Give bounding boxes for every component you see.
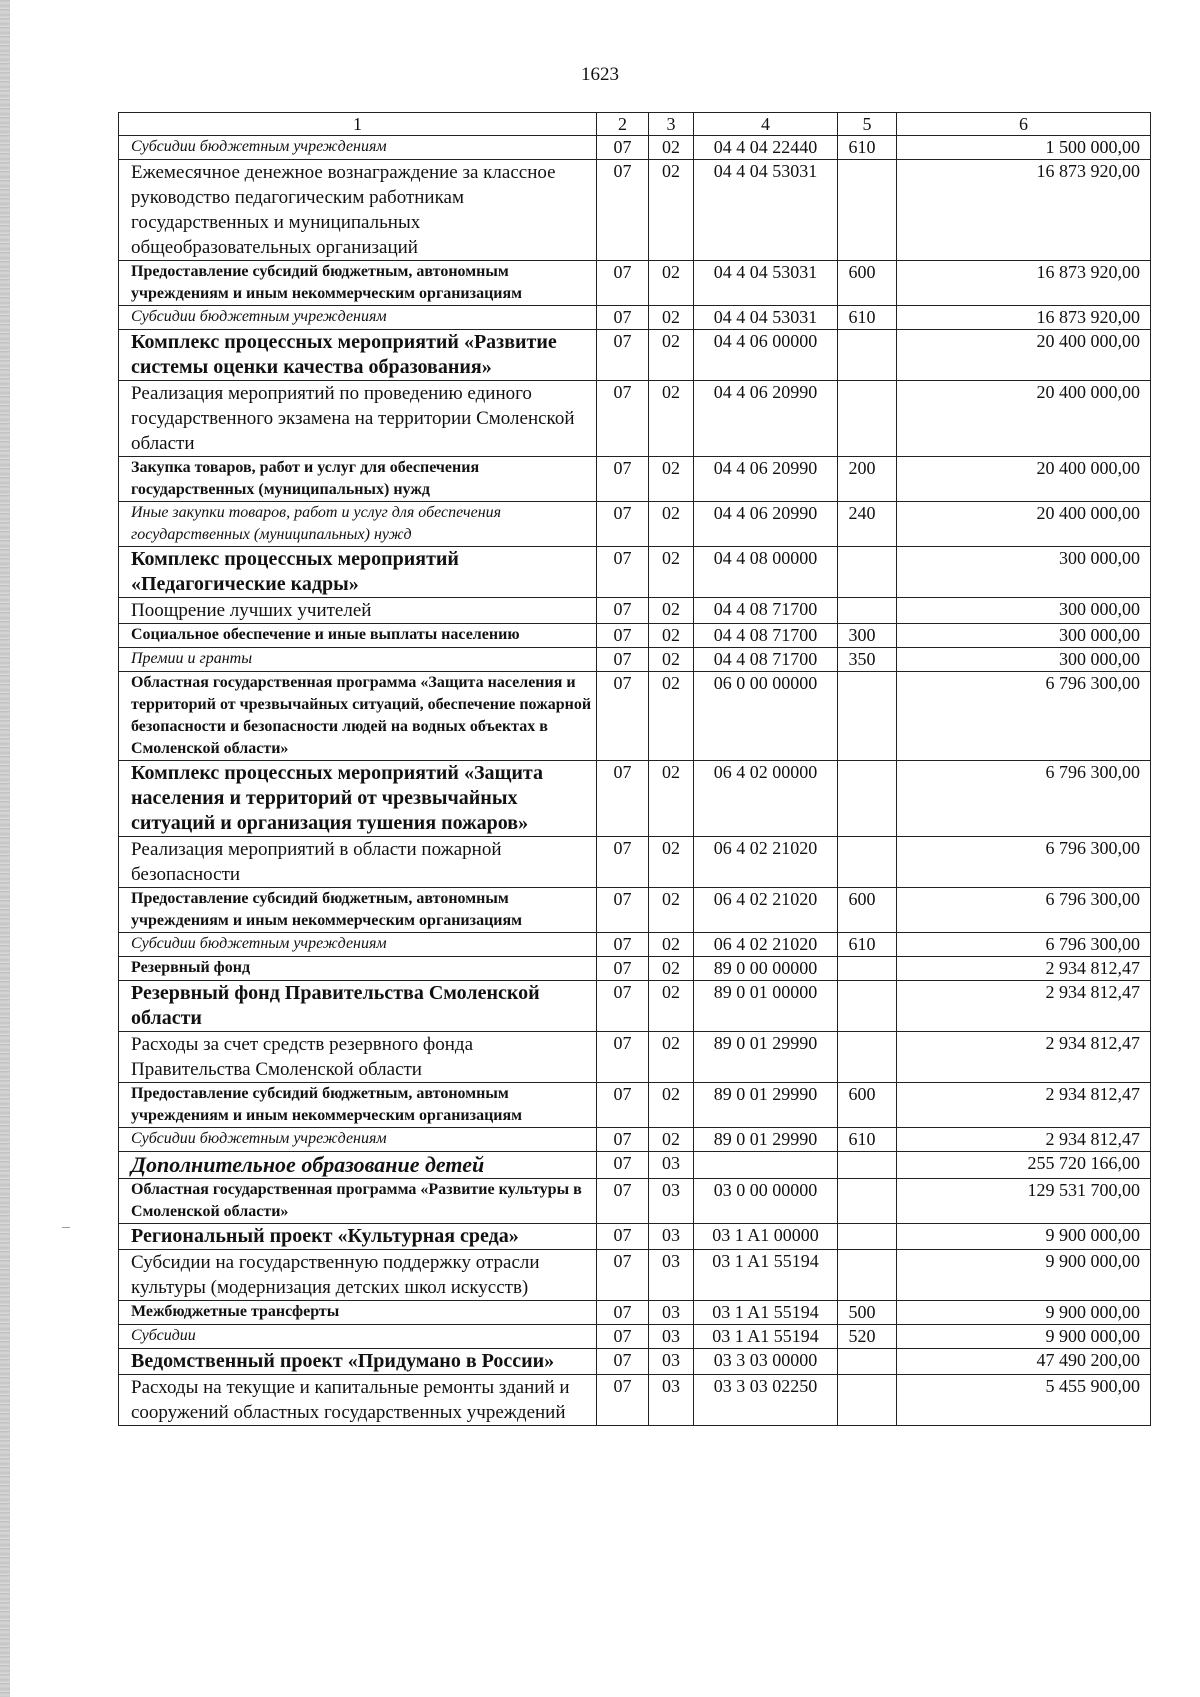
table-row [119,457,1151,502]
row-target-code: 04 4 08 71700 [694,598,838,624]
row-expense-type [838,547,897,598]
row-expense-type: 500 [838,1301,897,1325]
table-row [119,888,1151,933]
table-row [119,1375,1151,1426]
row-expense-type: 350 [838,648,897,672]
row-expense-type [838,1224,897,1250]
row-amount: 300 000,00 [897,624,1151,648]
row-amount: 6 796 300,00 [897,672,1151,761]
row-name: Поощрение лучших учителей [119,598,597,624]
row-subsection: 02 [649,306,694,330]
row-section: 07 [597,1250,649,1301]
row-amount: 300 000,00 [897,598,1151,624]
row-expense-type: 200 [838,457,897,502]
row-section: 07 [597,1152,649,1179]
row-section: 07 [597,457,649,502]
row-amount: 2 934 812,47 [897,1083,1151,1128]
row-subsection: 02 [649,160,694,261]
row-expense-type [838,330,897,381]
row-subsection: 02 [649,261,694,306]
table-row [119,160,1151,261]
row-expense-type: 610 [838,306,897,330]
row-amount: 5 455 900,00 [897,1375,1151,1426]
row-target-code: 89 0 01 29990 [694,1083,838,1128]
row-target-code: 06 4 02 21020 [694,888,838,933]
row-name: Субсидии на государственную поддержку отрасли культуры (модернизация детских школ искусств) [119,1250,597,1301]
row-amount: 16 873 920,00 [897,261,1151,306]
row-name: Иные закупки товаров, работ и услуг для обеспечения государственных (муниципальных) нужд [119,502,597,547]
row-section: 07 [597,381,649,457]
row-name: Закупка товаров, работ и услуг для обеспечения государственных (муниципальных) нужд [119,457,597,502]
row-amount: 9 900 000,00 [897,1224,1151,1250]
row-name: Субсидии бюджетным учреждениям [119,1128,597,1152]
row-amount: 47 490 200,00 [897,1349,1151,1375]
row-subsection: 02 [649,547,694,598]
row-subsection: 03 [649,1152,694,1179]
row-name: Субсидии [119,1325,597,1349]
row-subsection: 02 [649,933,694,957]
row-expense-type [838,1375,897,1426]
row-section: 07 [597,981,649,1032]
table-row [119,672,1151,761]
row-target-code: 06 4 02 21020 [694,933,838,957]
row-section: 07 [597,1179,649,1224]
row-section: 07 [597,1375,649,1426]
table-row [119,1032,1151,1083]
row-section: 07 [597,261,649,306]
row-amount: 6 796 300,00 [897,933,1151,957]
row-expense-type: 610 [838,933,897,957]
header-cell-target: 4 [694,113,838,136]
table-row [119,981,1151,1032]
row-target-code: 04 4 04 53031 [694,261,838,306]
row-target-code: 03 1 A1 00000 [694,1224,838,1250]
row-amount: 1 500 000,00 [897,136,1151,160]
table-row [119,957,1151,981]
row-subsection: 02 [649,1083,694,1128]
row-expense-type [838,672,897,761]
row-section: 07 [597,598,649,624]
table-row [119,598,1151,624]
header-row [119,113,1151,136]
row-subsection: 02 [649,457,694,502]
row-section: 07 [597,837,649,888]
row-section: 07 [597,1083,649,1128]
row-expense-type [838,160,897,261]
row-expense-type: 610 [838,136,897,160]
row-target-code: 04 4 06 20990 [694,457,838,502]
table-row [119,261,1151,306]
row-name: Комплекс процессных мероприятий «Развитие системы оценки качества образования» [119,330,597,381]
row-target-code: 04 4 08 71700 [694,648,838,672]
table-row [119,136,1151,160]
row-expense-type: 600 [838,888,897,933]
row-amount: 9 900 000,00 [897,1325,1151,1349]
row-name: Комплекс процессных мероприятий «Педагогические кадры» [119,547,597,598]
row-expense-type [838,598,897,624]
row-name: Ежемесячное денежное вознаграждение за классное руководство педагогическим работникам государственных и муниципальных общеобразовательных организаций [119,160,597,261]
row-target-code: 03 1 A1 55194 [694,1301,838,1325]
row-expense-type [838,1032,897,1083]
row-expense-type: 300 [838,624,897,648]
row-amount: 300 000,00 [897,547,1151,598]
row-target-code: 06 4 02 21020 [694,837,838,888]
row-subsection: 02 [649,381,694,457]
row-section: 07 [597,761,649,837]
row-subsection: 02 [649,957,694,981]
table-row [119,1083,1151,1128]
row-expense-type [838,1152,897,1179]
row-name: Предоставление субсидий бюджетным, автономным учреждениям и иным некоммерческим организациям [119,261,597,306]
table-row [119,1349,1151,1375]
row-amount: 2 934 812,47 [897,957,1151,981]
row-expense-type [838,1250,897,1301]
row-subsection: 02 [649,1032,694,1083]
table-row [119,761,1151,837]
row-name: Дополнительное образование детей [119,1152,597,1179]
row-target-code: 03 3 03 00000 [694,1349,838,1375]
table-row [119,1325,1151,1349]
row-amount: 2 934 812,47 [897,981,1151,1032]
row-section: 07 [597,1301,649,1325]
row-subsection: 02 [649,1128,694,1152]
row-amount: 16 873 920,00 [897,160,1151,261]
row-target-code: 89 0 01 00000 [694,981,838,1032]
table-row [119,306,1151,330]
row-expense-type [838,981,897,1032]
row-section: 07 [597,672,649,761]
row-name: Областная государственная программа «Защита населения и территорий от чрезвычайных ситуаций, обеспечение пожарной безопасности и безопасности людей на водных объектах в Смоленской области» [119,672,597,761]
row-name: Межбюджетные трансферты [119,1301,597,1325]
table-row [119,1301,1151,1325]
row-expense-type [838,1349,897,1375]
row-name: Предоставление субсидий бюджетным, автономным учреждениям и иным некоммерческим организациям [119,888,597,933]
row-amount: 2 934 812,47 [897,1128,1151,1152]
header-cell-subsection: 3 [649,113,694,136]
row-target-code: 89 0 01 29990 [694,1032,838,1083]
row-name: Реализация мероприятий в области пожарной безопасности [119,837,597,888]
row-section: 07 [597,1128,649,1152]
row-target-code: 04 4 04 53031 [694,306,838,330]
row-expense-type [838,1179,897,1224]
row-target-code: 03 1 A1 55194 [694,1250,838,1301]
row-expense-type: 600 [838,1083,897,1128]
row-target-code: 04 4 06 20990 [694,381,838,457]
row-name: Расходы за счет средств резервного фонда Правительства Смоленской области [119,1032,597,1083]
margin-mark [62,1227,70,1228]
row-name: Региональный проект «Культурная среда» [119,1224,597,1250]
header-cell-name: 1 [119,113,597,136]
row-section: 07 [597,547,649,598]
row-expense-type [838,957,897,981]
row-target-code: 06 0 00 00000 [694,672,838,761]
table-row [119,624,1151,648]
row-amount: 129 531 700,00 [897,1179,1151,1224]
row-subsection: 02 [649,502,694,547]
row-amount: 16 873 920,00 [897,306,1151,330]
row-subsection: 02 [649,648,694,672]
table-row [119,547,1151,598]
row-target-code: 04 4 08 00000 [694,547,838,598]
row-section: 07 [597,306,649,330]
row-name: Предоставление субсидий бюджетным, автономным учреждениям и иным некоммерческим организациям [119,1083,597,1128]
row-name: Реализация мероприятий по проведению единого государственного экзамена на территории Смоленской области [119,381,597,457]
row-section: 07 [597,1325,649,1349]
row-subsection: 03 [649,1250,694,1301]
row-name: Комплекс процессных мероприятий «Защита населения и территорий от чрезвычайных ситуаций и организация тушения пожаров» [119,761,597,837]
row-name: Субсидии бюджетным учреждениям [119,136,597,160]
row-amount: 6 796 300,00 [897,888,1151,933]
row-target-code: 04 4 08 71700 [694,624,838,648]
row-subsection: 03 [649,1301,694,1325]
row-target-code: 06 4 02 00000 [694,761,838,837]
row-subsection: 03 [649,1349,694,1375]
row-section: 07 [597,624,649,648]
header-cell-section: 2 [597,113,649,136]
row-name: Резервный фонд Правительства Смоленской области [119,981,597,1032]
row-target-code: 04 4 04 22440 [694,136,838,160]
row-expense-type: 610 [838,1128,897,1152]
row-name: Социальное обеспечение и иные выплаты населению [119,624,597,648]
table-row [119,330,1151,381]
row-expense-type [838,381,897,457]
row-target-code [694,1152,838,1179]
row-subsection: 02 [649,981,694,1032]
table-row [119,648,1151,672]
row-name: Субсидии бюджетным учреждениям [119,933,597,957]
scan-edge [0,0,10,1697]
row-section: 07 [597,957,649,981]
table-row [119,1128,1151,1152]
row-amount: 20 400 000,00 [897,502,1151,547]
row-subsection: 02 [649,624,694,648]
row-amount: 2 934 812,47 [897,1032,1151,1083]
row-target-code: 03 1 A1 55194 [694,1325,838,1349]
row-amount: 6 796 300,00 [897,837,1151,888]
row-section: 07 [597,1032,649,1083]
row-section: 07 [597,648,649,672]
row-amount: 20 400 000,00 [897,381,1151,457]
row-expense-type [838,837,897,888]
budget-table-body [119,113,1151,1426]
row-subsection: 03 [649,1375,694,1426]
row-name: Субсидии бюджетным учреждениям [119,306,597,330]
table-row [119,1152,1151,1179]
row-section: 07 [597,1349,649,1375]
row-amount: 6 796 300,00 [897,761,1151,837]
row-name: Премии и гранты [119,648,597,672]
row-target-code: 04 4 04 53031 [694,160,838,261]
row-amount: 9 900 000,00 [897,1250,1151,1301]
row-section: 07 [597,888,649,933]
table-row [119,837,1151,888]
row-amount: 300 000,00 [897,648,1151,672]
table-row [119,502,1151,547]
row-subsection: 03 [649,1325,694,1349]
row-subsection: 03 [649,1179,694,1224]
row-subsection: 02 [649,136,694,160]
row-amount: 20 400 000,00 [897,457,1151,502]
row-amount: 9 900 000,00 [897,1301,1151,1325]
page-number: 1623 [581,64,619,85]
table-row [119,381,1151,457]
row-expense-type: 600 [838,261,897,306]
row-expense-type: 240 [838,502,897,547]
row-section: 07 [597,502,649,547]
row-name: Ведомственный проект «Придумано в России» [119,1349,597,1375]
row-subsection: 02 [649,672,694,761]
row-target-code: 04 4 06 00000 [694,330,838,381]
row-target-code: 89 0 00 00000 [694,957,838,981]
row-expense-type: 520 [838,1325,897,1349]
table-row [119,1224,1151,1250]
row-section: 07 [597,160,649,261]
row-subsection: 03 [649,1224,694,1250]
row-subsection: 02 [649,837,694,888]
table-row [119,1250,1151,1301]
row-target-code: 89 0 01 29990 [694,1128,838,1152]
budget-table [118,112,1151,1426]
row-expense-type [838,761,897,837]
row-name: Областная государственная программа «Развитие культуры в Смоленской области» [119,1179,597,1224]
row-target-code: 04 4 06 20990 [694,502,838,547]
row-section: 07 [597,933,649,957]
row-section: 07 [597,1224,649,1250]
row-subsection: 02 [649,761,694,837]
row-section: 07 [597,136,649,160]
row-subsection: 02 [649,598,694,624]
header-cell-amount: 6 [897,113,1151,136]
header-cell-expense-type: 5 [838,113,897,136]
row-amount: 20 400 000,00 [897,330,1151,381]
table-row [119,1179,1151,1224]
row-subsection: 02 [649,330,694,381]
row-target-code: 03 3 03 02250 [694,1375,838,1426]
table-row [119,933,1151,957]
row-name: Резервный фонд [119,957,597,981]
row-target-code: 03 0 00 00000 [694,1179,838,1224]
row-section: 07 [597,330,649,381]
row-name: Расходы на текущие и капитальные ремонты зданий и сооружений областных государственных учреждений [119,1375,597,1426]
row-subsection: 02 [649,888,694,933]
row-amount: 255 720 166,00 [897,1152,1151,1179]
